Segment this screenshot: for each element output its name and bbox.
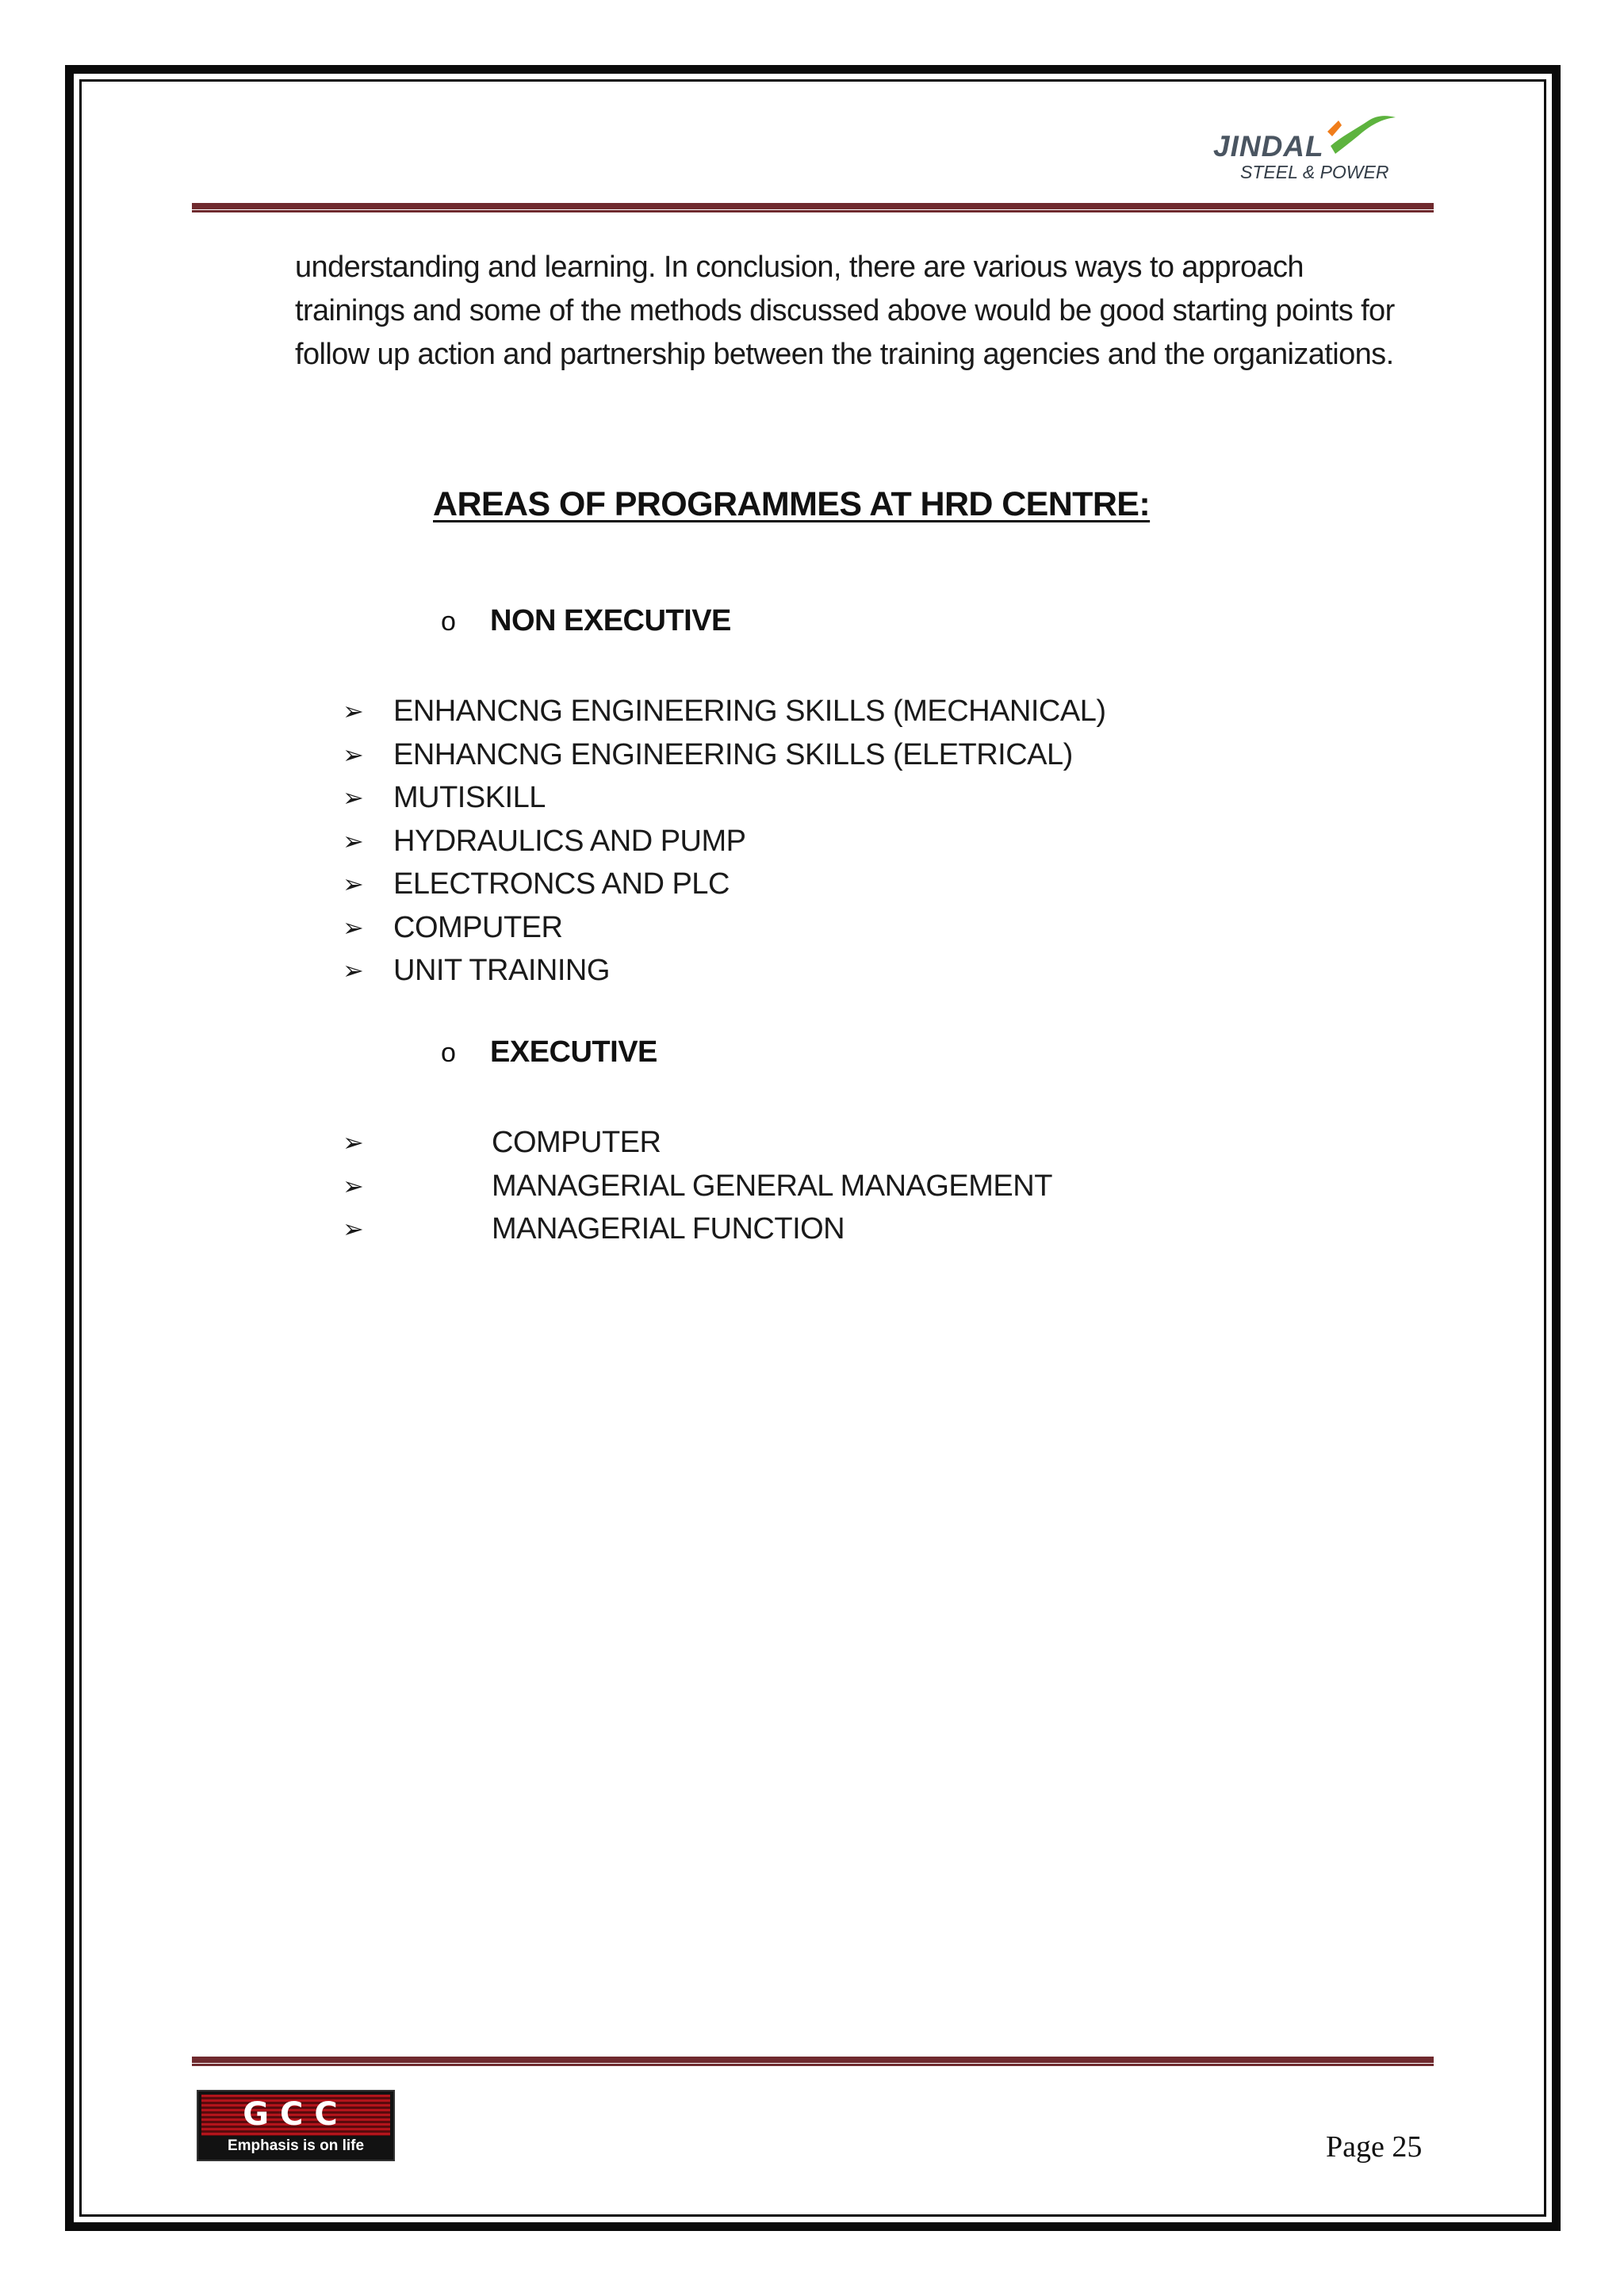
arrow-bullet-icon: ➢ bbox=[343, 956, 364, 985]
list-item bbox=[343, 1207, 1052, 1251]
header-rule bbox=[192, 203, 1434, 212]
gcc-logo-letters: GCC bbox=[243, 2096, 349, 2133]
section-heading: AREAS OF PROGRAMMES AT HRD CENTRE: bbox=[433, 485, 1151, 523]
list-item bbox=[343, 1121, 1052, 1165]
list-item-label: MUTISKILL bbox=[393, 781, 546, 814]
jindal-logo bbox=[1212, 109, 1402, 189]
list-item-label: ENHANCNG ENGINEERING SKILLS (MECHANICAL) bbox=[393, 695, 1106, 728]
gcc-logo bbox=[197, 2090, 395, 2161]
list-item-label: ENHANCNG ENGINEERING SKILLS (ELETRICAL) bbox=[393, 737, 1073, 771]
list-item bbox=[343, 820, 1106, 863]
list-item-label: MANAGERIAL FUNCTION bbox=[492, 1212, 845, 1246]
list-item-label: COMPUTER bbox=[492, 1126, 661, 1159]
list-item bbox=[343, 1165, 1052, 1208]
list-item-label: HYDRAULICS AND PUMP bbox=[393, 824, 746, 858]
non-executive-subheading bbox=[441, 604, 731, 644]
circle-bullet-icon: o bbox=[441, 607, 456, 637]
arrow-bullet-icon: ➢ bbox=[343, 826, 364, 855]
list-item-label: UNIT TRAINING bbox=[393, 954, 610, 987]
arrow-bullet-icon: ➢ bbox=[343, 913, 364, 942]
arrow-bullet-icon: ➢ bbox=[343, 870, 364, 898]
arrow-bullet-icon: ➢ bbox=[343, 740, 364, 769]
executive-title: EXECUTIVE bbox=[490, 1035, 657, 1069]
footer-rule bbox=[192, 2057, 1434, 2066]
logo-subtitle-text: STEEL & POWER bbox=[1240, 162, 1389, 182]
list-item bbox=[343, 863, 1106, 906]
gcc-logo-tagline: Emphasis is on life bbox=[227, 2137, 365, 2154]
list-item bbox=[343, 906, 1106, 950]
arrow-bullet-icon: ➢ bbox=[343, 1128, 364, 1157]
executive-subheading bbox=[441, 1035, 657, 1075]
arrow-bullet-icon: ➢ bbox=[343, 697, 364, 725]
list-item-label: MANAGERIAL GENERAL MANAGEMENT bbox=[492, 1169, 1052, 1203]
non-executive-title: NON EXECUTIVE bbox=[490, 604, 731, 637]
list-item bbox=[343, 690, 1106, 733]
logo-brand-text: JINDAL bbox=[1213, 130, 1324, 163]
executive-list bbox=[343, 1121, 1052, 1251]
list-item bbox=[343, 949, 1106, 993]
arrow-bullet-icon: ➢ bbox=[343, 783, 364, 812]
list-item-label: ELECTRONCS AND PLC bbox=[393, 867, 730, 901]
arrow-bullet-icon: ➢ bbox=[343, 1215, 364, 1243]
intro-paragraph: understanding and learning. In conclusion, there are various ways to approach trainings and some of the methods discussed above would be good starting points for follow up action and partnership between the training agencies and the organizations. bbox=[295, 251, 1395, 371]
arrow-bullet-icon: ➢ bbox=[343, 1171, 364, 1200]
list-item bbox=[343, 733, 1106, 777]
circle-bullet-icon: o bbox=[441, 1038, 456, 1068]
page-number: Page 25 bbox=[1326, 2130, 1423, 2164]
list-item bbox=[343, 776, 1106, 820]
non-executive-list bbox=[343, 690, 1106, 993]
list-item-label: COMPUTER bbox=[393, 910, 563, 944]
